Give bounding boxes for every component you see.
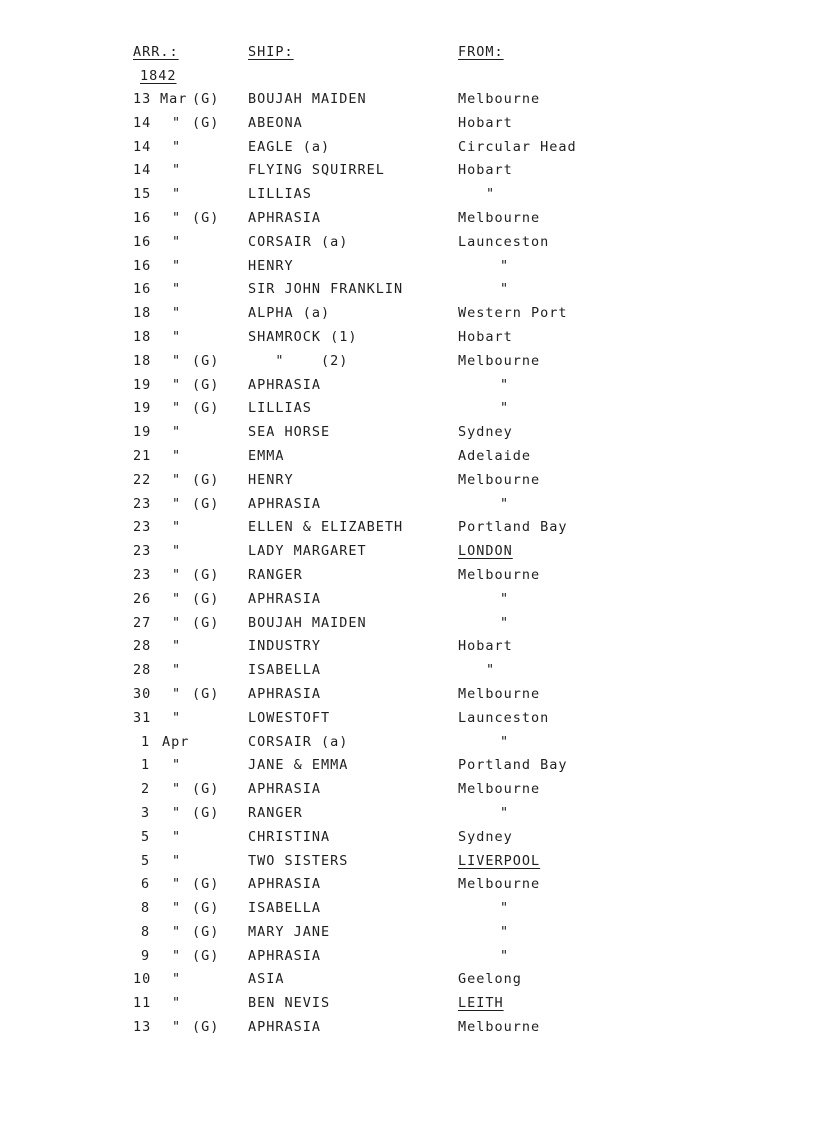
arrival-month: ": [172, 1019, 182, 1036]
arrival-day: 2: [141, 781, 151, 798]
ship-name: TWO SISTERS: [248, 852, 349, 869]
ship-name: FLYING SQUIRREL: [248, 162, 385, 179]
origin-port: Launceston: [458, 709, 550, 726]
ship-name: LADY MARGARET: [248, 543, 367, 560]
origin-port: ": [486, 186, 496, 203]
arrival-day: 28: [133, 662, 152, 679]
arrival-month: ": [172, 257, 182, 274]
government-flag: (G): [192, 614, 220, 631]
arrival-day: 13: [133, 91, 152, 107]
column-header-row: [0, 44, 816, 66]
table-row: [0, 805, 816, 829]
origin-port: ": [500, 614, 510, 631]
arrival-day: 1: [141, 757, 151, 774]
ship-name: APHRASIA: [248, 1019, 322, 1036]
arrival-month: ": [172, 281, 182, 298]
table-row: [0, 995, 816, 1019]
government-flag: (G): [192, 900, 220, 917]
origin-port: ": [500, 281, 510, 298]
arrival-month: ": [172, 138, 182, 155]
ship-name: APHRASIA: [248, 590, 322, 607]
arrival-month: ": [172, 495, 182, 512]
origin-port: ": [500, 376, 510, 393]
arrival-month: Apr: [162, 733, 190, 750]
arrival-day: 22: [133, 471, 152, 488]
arrival-day: 8: [141, 923, 151, 940]
table-row: [0, 638, 816, 662]
origin-port: ": [500, 400, 510, 417]
table-row: [0, 971, 816, 995]
origin-port: Melbourne: [458, 876, 541, 893]
origin-port: Circular Head: [458, 138, 577, 155]
table-row: [0, 353, 816, 377]
arrival-month: ": [172, 804, 182, 821]
table-row: [0, 543, 816, 567]
arrival-month: ": [172, 923, 182, 940]
header-ship: SHIP:: [248, 44, 294, 60]
ship-name: APHRASIA: [248, 947, 322, 964]
arrival-day: 10: [133, 971, 152, 988]
ship-name: CORSAIR (a): [248, 233, 349, 250]
arrival-month: ": [172, 114, 182, 131]
ship-name: ELLEN & ELIZABETH: [248, 519, 404, 536]
year-heading: 1842: [140, 68, 177, 84]
arrival-month: ": [172, 519, 182, 536]
table-row: [0, 186, 816, 210]
arrival-day: 16: [133, 209, 152, 226]
arrival-day: 21: [133, 447, 152, 464]
arrival-day: 28: [133, 638, 152, 655]
arrival-month: Mar: [160, 91, 188, 107]
arrival-day: 23: [133, 566, 152, 583]
government-flag: (G): [192, 685, 220, 702]
arrival-month: ": [172, 471, 182, 488]
government-flag: (G): [192, 876, 220, 893]
ship-name: LOWESTOFT: [248, 709, 331, 726]
table-row: [0, 258, 816, 282]
ship-name: ABEONA: [248, 114, 303, 131]
table-row: [0, 757, 816, 781]
origin-port: ": [500, 923, 510, 940]
table-row: [0, 496, 816, 520]
arrival-month: ": [172, 543, 182, 560]
arrival-day: 5: [141, 828, 151, 845]
arrival-day: 3: [141, 804, 151, 821]
table-row: [0, 139, 816, 163]
table-row: [0, 91, 816, 115]
origin-port: Melbourne: [458, 209, 541, 226]
ship-name: SEA HORSE: [248, 424, 331, 441]
government-flag: (G): [192, 947, 220, 964]
origin-port: Sydney: [458, 424, 513, 441]
table-row: [0, 1019, 816, 1043]
ship-name: " (2): [248, 352, 349, 369]
table-row: [0, 615, 816, 639]
government-flag: (G): [192, 781, 220, 798]
table-row: [0, 853, 816, 877]
ship-name: APHRASIA: [248, 685, 322, 702]
table-row: [0, 424, 816, 448]
origin-port: ": [500, 733, 510, 750]
government-flag: (G): [192, 804, 220, 821]
ship-name: EMMA: [248, 447, 285, 464]
arrival-month: ": [172, 828, 182, 845]
arrival-month: ": [172, 876, 182, 893]
ship-name: CORSAIR (a): [248, 733, 349, 750]
arrival-month: ": [172, 971, 182, 988]
table-row: [0, 329, 816, 353]
origin-port: LEITH: [458, 995, 504, 1012]
arrival-day: 14: [133, 162, 152, 179]
government-flag: (G): [192, 923, 220, 940]
table-row: [0, 305, 816, 329]
table-row: [0, 115, 816, 139]
government-flag: (G): [192, 91, 220, 107]
arrival-month: ": [172, 781, 182, 798]
government-flag: (G): [192, 495, 220, 512]
government-flag: (G): [192, 400, 220, 417]
arrival-month: ": [172, 995, 182, 1012]
arrival-day: 16: [133, 233, 152, 250]
ship-name: CHRISTINA: [248, 828, 331, 845]
table-row: [0, 448, 816, 472]
ship-name: BOUJAH MAIDEN: [248, 91, 367, 107]
arrival-month: ": [172, 424, 182, 441]
arrival-day: 30: [133, 685, 152, 702]
table-row: [0, 472, 816, 496]
arrival-day: 19: [133, 400, 152, 417]
ship-name: APHRASIA: [248, 495, 322, 512]
ship-name: EAGLE (a): [248, 138, 331, 155]
header-from: FROM:: [458, 44, 504, 60]
origin-port: Melbourne: [458, 566, 541, 583]
ship-name: SIR JOHN FRANKLIN: [248, 281, 404, 298]
table-row: [0, 734, 816, 758]
arrival-month: ": [172, 614, 182, 631]
arrival-day: 1: [141, 733, 151, 750]
arrival-day: 14: [133, 114, 152, 131]
arrival-day: 5: [141, 852, 151, 869]
arrival-day: 16: [133, 257, 152, 274]
ship-name: APHRASIA: [248, 876, 322, 893]
arrival-month: ": [172, 662, 182, 679]
table-row: [0, 900, 816, 924]
arrival-day: 26: [133, 590, 152, 607]
table-row: [0, 948, 816, 972]
arrival-month: ": [172, 947, 182, 964]
government-flag: (G): [192, 209, 220, 226]
arrival-month: ": [172, 328, 182, 345]
origin-port: LIVERPOOL: [458, 852, 541, 869]
arrival-day: 19: [133, 424, 152, 441]
arrival-day: 18: [133, 352, 152, 369]
arrival-month: ": [172, 590, 182, 607]
arrival-day: 23: [133, 543, 152, 560]
table-row: [0, 591, 816, 615]
origin-port: Melbourne: [458, 352, 541, 369]
arrival-day: 8: [141, 900, 151, 917]
ship-name: MARY JANE: [248, 923, 331, 940]
arrival-month: ": [172, 709, 182, 726]
table-row: [0, 519, 816, 543]
origin-port: Portland Bay: [458, 757, 568, 774]
government-flag: (G): [192, 352, 220, 369]
origin-port: Geelong: [458, 971, 522, 988]
ship-name: APHRASIA: [248, 376, 322, 393]
table-row: [0, 162, 816, 186]
ship-name: ALPHA (a): [248, 305, 331, 322]
ship-name: LILLIAS: [248, 186, 312, 203]
ship-name: RANGER: [248, 804, 303, 821]
origin-port: ": [500, 947, 510, 964]
table-row: [0, 400, 816, 424]
table-row: [0, 567, 816, 591]
origin-port: Melbourne: [458, 91, 541, 107]
origin-port: ": [500, 495, 510, 512]
origin-port: Hobart: [458, 162, 513, 179]
ship-name: HENRY: [248, 471, 294, 488]
ship-name: ASIA: [248, 971, 285, 988]
arrival-month: ": [172, 352, 182, 369]
origin-port: ": [500, 257, 510, 274]
arrival-day: 14: [133, 138, 152, 155]
arrival-month: ": [172, 685, 182, 702]
arrival-day: 13: [133, 1019, 152, 1036]
origin-port: Sydney: [458, 828, 513, 845]
origin-port: Launceston: [458, 233, 550, 250]
ship-name: BOUJAH MAIDEN: [248, 614, 367, 631]
ship-name: ISABELLA: [248, 900, 322, 917]
arrival-day: 19: [133, 376, 152, 393]
origin-port: Western Port: [458, 305, 568, 322]
header-arrival: ARR.:: [133, 44, 179, 60]
table-row: [0, 876, 816, 900]
table-row: [0, 377, 816, 401]
ship-name: RANGER: [248, 566, 303, 583]
arrival-month: ": [172, 209, 182, 226]
arrival-month: ": [172, 186, 182, 203]
origin-port: ": [500, 590, 510, 607]
arrival-month: ": [172, 447, 182, 464]
arrival-day: 18: [133, 328, 152, 345]
government-flag: (G): [192, 471, 220, 488]
table-row: [0, 686, 816, 710]
arrival-day: 31: [133, 709, 152, 726]
arrival-day: 18: [133, 305, 152, 322]
arrival-month: ": [172, 400, 182, 417]
ship-name: BEN NEVIS: [248, 995, 331, 1012]
ship-name: ISABELLA: [248, 662, 322, 679]
arrival-day: 15: [133, 186, 152, 203]
ship-name: APHRASIA: [248, 209, 322, 226]
table-row: [0, 924, 816, 948]
arrival-day: 27: [133, 614, 152, 631]
origin-port: Hobart: [458, 638, 513, 655]
ship-name: INDUSTRY: [248, 638, 322, 655]
origin-port: LONDON: [458, 543, 513, 560]
ship-name: LILLIAS: [248, 400, 312, 417]
origin-port: Melbourne: [458, 1019, 541, 1036]
arrival-day: 23: [133, 495, 152, 512]
arrival-month: ": [172, 757, 182, 774]
arrival-month: ": [172, 233, 182, 250]
origin-port: Adelaide: [458, 447, 532, 464]
arrival-day: 9: [141, 947, 151, 964]
arrival-month: ": [172, 162, 182, 179]
arrival-day: 11: [133, 995, 152, 1012]
government-flag: (G): [192, 566, 220, 583]
arrival-month: ": [172, 900, 182, 917]
arrival-day: 23: [133, 519, 152, 536]
ship-name: APHRASIA: [248, 781, 322, 798]
arrival-month: ": [172, 638, 182, 655]
origin-port: Melbourne: [458, 471, 541, 488]
table-row: [0, 281, 816, 305]
arrivals-table: [0, 91, 816, 1043]
ship-name: SHAMROCK (1): [248, 328, 358, 345]
government-flag: (G): [192, 114, 220, 131]
arrival-day: 16: [133, 281, 152, 298]
arrival-day: 6: [141, 876, 151, 893]
table-row: [0, 710, 816, 734]
arrival-month: ": [172, 566, 182, 583]
arrival-month: ": [172, 305, 182, 322]
government-flag: (G): [192, 590, 220, 607]
ship-name: HENRY: [248, 257, 294, 274]
arrival-month: ": [172, 376, 182, 393]
government-flag: (G): [192, 376, 220, 393]
origin-port: ": [500, 900, 510, 917]
government-flag: (G): [192, 1019, 220, 1036]
arrival-month: ": [172, 852, 182, 869]
table-row: [0, 662, 816, 686]
origin-port: Hobart: [458, 114, 513, 131]
origin-port: ": [486, 662, 496, 679]
origin-port: ": [500, 804, 510, 821]
ship-name: JANE & EMMA: [248, 757, 349, 774]
table-row: [0, 829, 816, 853]
origin-port: Melbourne: [458, 685, 541, 702]
origin-port: Melbourne: [458, 781, 541, 798]
origin-port: Portland Bay: [458, 519, 568, 536]
table-row: [0, 781, 816, 805]
table-row: [0, 210, 816, 234]
table-row: [0, 234, 816, 258]
origin-port: Hobart: [458, 328, 513, 345]
